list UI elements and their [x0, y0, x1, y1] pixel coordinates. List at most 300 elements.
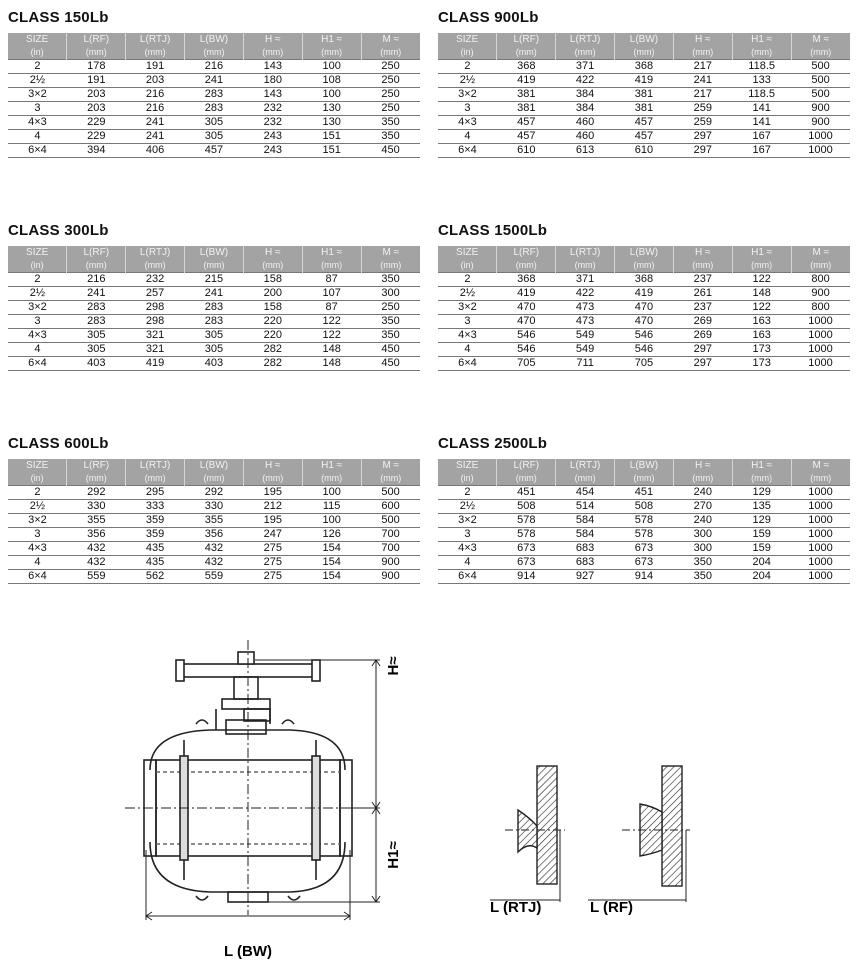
- column-header-label: L(RF): [83, 247, 110, 258]
- value-cell: 115: [302, 500, 361, 514]
- value-cell: 500: [791, 60, 850, 74]
- value-cell: 356: [67, 528, 126, 542]
- column-header: [8, 246, 67, 273]
- value-cell: 460: [556, 130, 615, 144]
- column-header: [243, 246, 302, 273]
- table-row: [438, 500, 850, 514]
- column-header-label: H ≈: [695, 247, 711, 258]
- column-header: [185, 33, 244, 60]
- value-cell: 191: [126, 60, 185, 74]
- column-header: [615, 246, 674, 273]
- table-row: [438, 357, 850, 371]
- size-cell: 3: [8, 315, 67, 329]
- size-cell: 4×3: [8, 329, 67, 343]
- table-row: [8, 542, 420, 556]
- size-cell: 2½: [438, 287, 497, 301]
- column-header-unit: (mm): [144, 473, 166, 483]
- value-cell: 457: [615, 130, 674, 144]
- table-row: [8, 88, 420, 102]
- value-cell: 473: [556, 301, 615, 315]
- value-cell: 457: [615, 116, 674, 130]
- value-cell: 216: [67, 273, 126, 287]
- column-header: [791, 459, 850, 486]
- value-cell: 350: [361, 315, 420, 329]
- value-cell: 243: [243, 130, 302, 144]
- column-header-label: H ≈: [265, 247, 281, 258]
- value-cell: 559: [67, 570, 126, 584]
- size-cell: 4: [8, 130, 67, 144]
- value-cell: 241: [673, 74, 732, 88]
- size-cell: 6×4: [8, 357, 67, 371]
- value-cell: 154: [302, 542, 361, 556]
- column-header-unit: (mm): [85, 47, 107, 57]
- size-cell: 3×2: [8, 514, 67, 528]
- center-lines: [125, 640, 375, 915]
- table-row: [438, 315, 850, 329]
- rtj-flange-detail: [490, 766, 565, 902]
- value-cell: 241: [67, 287, 126, 301]
- value-cell: 673: [497, 556, 556, 570]
- value-cell: 359: [126, 528, 185, 542]
- value-cell: 1000: [791, 556, 850, 570]
- column-header: [243, 459, 302, 486]
- column-header-unit: (mm): [262, 260, 284, 270]
- column-header-unit: (mm): [751, 473, 773, 483]
- column-header-label: L(BW): [629, 34, 659, 45]
- value-cell: 457: [497, 116, 556, 130]
- value-cell: 269: [673, 329, 732, 343]
- column-header-label: L(RTJ): [139, 34, 171, 45]
- value-cell: 195: [243, 486, 302, 500]
- value-cell: 473: [556, 315, 615, 329]
- column-header-unit: (mm): [751, 260, 773, 270]
- value-cell: 359: [126, 514, 185, 528]
- value-cell: 195: [243, 514, 302, 528]
- column-header-unit: (mm): [692, 47, 714, 57]
- value-cell: 203: [126, 74, 185, 88]
- value-cell: 1000: [791, 542, 850, 556]
- table-row: [8, 514, 420, 528]
- size-cell: 2: [8, 486, 67, 500]
- value-cell: 578: [497, 514, 556, 528]
- value-cell: 1000: [791, 343, 850, 357]
- value-cell: 350: [361, 116, 420, 130]
- value-cell: 1000: [791, 144, 850, 158]
- value-cell: 432: [185, 556, 244, 570]
- value-cell: 508: [497, 500, 556, 514]
- value-cell: 180: [243, 74, 302, 88]
- value-cell: 384: [556, 88, 615, 102]
- column-header-unit: (mm): [633, 47, 655, 57]
- value-cell: 87: [302, 301, 361, 315]
- value-cell: 300: [361, 287, 420, 301]
- column-header-unit: (in): [460, 473, 474, 483]
- value-cell: 470: [615, 315, 674, 329]
- value-cell: 133: [732, 74, 791, 88]
- value-cell: 610: [497, 144, 556, 158]
- column-header-label: M ≈: [812, 247, 830, 258]
- size-cell: 3×2: [438, 301, 497, 315]
- table-row: [8, 102, 420, 116]
- value-cell: 126: [302, 528, 361, 542]
- column-header: [673, 33, 732, 60]
- spec-table: [438, 246, 850, 371]
- value-cell: 321: [126, 329, 185, 343]
- value-cell: 321: [126, 343, 185, 357]
- value-cell: 269: [673, 315, 732, 329]
- size-cell: 6×4: [438, 570, 497, 584]
- value-cell: 130: [302, 116, 361, 130]
- value-cell: 283: [185, 88, 244, 102]
- value-cell: 368: [615, 60, 674, 74]
- spec-table: [8, 33, 420, 158]
- size-cell: 2: [8, 60, 67, 74]
- column-header-unit: (mm): [203, 473, 225, 483]
- value-cell: 432: [67, 556, 126, 570]
- value-cell: 297: [673, 357, 732, 371]
- value-cell: 191: [67, 74, 126, 88]
- column-header: [361, 246, 420, 273]
- spec-table: [438, 459, 850, 584]
- value-cell: 229: [67, 116, 126, 130]
- l-rf-label: L (RF): [590, 899, 634, 916]
- column-header-label: L(BW): [629, 247, 659, 258]
- value-cell: 368: [497, 273, 556, 287]
- value-cell: 381: [615, 88, 674, 102]
- column-header-label: L(RF): [83, 460, 110, 471]
- column-header-label: SIZE: [456, 34, 479, 45]
- size-cell: 6×4: [8, 144, 67, 158]
- column-header-label: SIZE: [456, 460, 479, 471]
- value-cell: 107: [302, 287, 361, 301]
- value-cell: 578: [615, 514, 674, 528]
- value-cell: 100: [302, 486, 361, 500]
- column-header: [497, 33, 556, 60]
- column-header-label: H1 ≈: [321, 34, 343, 45]
- column-header-label: M ≈: [812, 460, 830, 471]
- value-cell: 283: [185, 315, 244, 329]
- value-cell: 141: [732, 102, 791, 116]
- table-row: [438, 570, 850, 584]
- size-cell: 6×4: [438, 144, 497, 158]
- size-cell: 4: [438, 556, 497, 570]
- column-header-unit: (mm): [144, 47, 166, 57]
- column-header-label: L(RF): [83, 34, 110, 45]
- column-header-label: L(BW): [629, 460, 659, 471]
- column-header: [67, 459, 126, 486]
- value-cell: 1000: [791, 500, 850, 514]
- value-cell: 300: [673, 542, 732, 556]
- column-header: [361, 33, 420, 60]
- value-cell: 241: [185, 287, 244, 301]
- value-cell: 350: [361, 273, 420, 287]
- column-header-unit: (mm): [633, 473, 655, 483]
- column-header-label: L(RTJ): [569, 460, 601, 471]
- value-cell: 216: [126, 102, 185, 116]
- column-header-label: L(BW): [199, 460, 229, 471]
- table-row: [438, 528, 850, 542]
- value-cell: 613: [556, 144, 615, 158]
- value-cell: 419: [497, 74, 556, 88]
- table-row: [8, 116, 420, 130]
- column-header: [185, 459, 244, 486]
- column-header-unit: (mm): [515, 473, 537, 483]
- size-cell: 2½: [438, 74, 497, 88]
- column-header-unit: (in): [460, 260, 474, 270]
- column-header: [673, 459, 732, 486]
- value-cell: 451: [615, 486, 674, 500]
- value-cell: 250: [361, 88, 420, 102]
- value-cell: 204: [732, 556, 791, 570]
- value-cell: 100: [302, 514, 361, 528]
- value-cell: 282: [243, 357, 302, 371]
- value-cell: 217: [673, 88, 732, 102]
- value-cell: 1000: [791, 514, 850, 528]
- value-cell: 178: [67, 60, 126, 74]
- column-header-unit: (mm): [574, 47, 596, 57]
- header-row: [438, 246, 850, 273]
- value-cell: 711: [556, 357, 615, 371]
- size-cell: 4: [8, 343, 67, 357]
- column-header-label: H ≈: [695, 34, 711, 45]
- column-header-label: L(RTJ): [569, 247, 601, 258]
- value-cell: 163: [732, 315, 791, 329]
- column-header-label: L(RF): [513, 247, 540, 258]
- value-cell: 129: [732, 514, 791, 528]
- column-header: [732, 33, 791, 60]
- table-row: [8, 528, 420, 542]
- column-header-unit: (in): [30, 473, 44, 483]
- column-header-unit: (mm): [203, 47, 225, 57]
- size-cell: 6×4: [8, 570, 67, 584]
- value-cell: 167: [732, 144, 791, 158]
- value-cell: 250: [361, 60, 420, 74]
- column-header: [185, 246, 244, 273]
- value-cell: 559: [185, 570, 244, 584]
- value-cell: 241: [185, 74, 244, 88]
- value-cell: 470: [497, 315, 556, 329]
- table-row: [8, 287, 420, 301]
- value-cell: 381: [497, 102, 556, 116]
- value-cell: 350: [361, 329, 420, 343]
- value-cell: 927: [556, 570, 615, 584]
- value-cell: 330: [185, 500, 244, 514]
- value-cell: 1000: [791, 329, 850, 343]
- value-cell: 683: [556, 556, 615, 570]
- value-cell: 305: [185, 130, 244, 144]
- rf-flange-detail: [588, 766, 690, 902]
- value-cell: 403: [185, 357, 244, 371]
- table-block-class-300: [8, 222, 420, 371]
- value-cell: 549: [556, 329, 615, 343]
- value-cell: 683: [556, 542, 615, 556]
- size-cell: 4: [438, 130, 497, 144]
- value-cell: 514: [556, 500, 615, 514]
- size-cell: 4×3: [438, 329, 497, 343]
- value-cell: 259: [673, 102, 732, 116]
- column-header-label: M ≈: [382, 460, 400, 471]
- value-cell: 148: [302, 357, 361, 371]
- size-cell: 3: [8, 528, 67, 542]
- value-cell: 422: [556, 74, 615, 88]
- value-cell: 600: [361, 500, 420, 514]
- value-cell: 1000: [791, 357, 850, 371]
- table-title: CLASS 2500Lb: [438, 435, 548, 452]
- value-cell: 546: [615, 329, 674, 343]
- value-cell: 250: [361, 301, 420, 315]
- value-cell: 900: [791, 102, 850, 116]
- valve-drawing: [0, 620, 860, 978]
- table-row: [8, 74, 420, 88]
- value-cell: 368: [497, 60, 556, 74]
- value-cell: 435: [126, 556, 185, 570]
- table-row: [8, 329, 420, 343]
- size-cell: 4×3: [438, 542, 497, 556]
- size-cell: 4: [438, 343, 497, 357]
- value-cell: 282: [243, 343, 302, 357]
- value-cell: 259: [673, 116, 732, 130]
- column-header-unit: (mm): [380, 473, 402, 483]
- value-cell: 203: [67, 102, 126, 116]
- column-header-unit: (mm): [321, 47, 343, 57]
- value-cell: 148: [732, 287, 791, 301]
- table-title: CLASS 600Lb: [8, 435, 109, 452]
- column-header: [732, 246, 791, 273]
- column-header-label: L(RF): [513, 460, 540, 471]
- value-cell: 305: [67, 329, 126, 343]
- column-header-unit: (mm): [692, 473, 714, 483]
- table-block-class-600: [8, 435, 420, 584]
- column-header-label: H1 ≈: [321, 460, 343, 471]
- size-cell: 4: [8, 556, 67, 570]
- size-cell: 2: [438, 60, 497, 74]
- column-header-label: H ≈: [695, 460, 711, 471]
- value-cell: 87: [302, 273, 361, 287]
- value-cell: 705: [497, 357, 556, 371]
- size-cell: 4×3: [8, 116, 67, 130]
- value-cell: 118.5: [732, 60, 791, 74]
- column-header: [302, 33, 361, 60]
- header-row: [8, 459, 420, 486]
- column-header-label: L(RTJ): [569, 34, 601, 45]
- column-header: [438, 459, 497, 486]
- column-header-label: L(RF): [513, 34, 540, 45]
- value-cell: 330: [67, 500, 126, 514]
- table-row: [8, 130, 420, 144]
- table-row: [438, 542, 850, 556]
- value-cell: 350: [361, 130, 420, 144]
- value-cell: 159: [732, 542, 791, 556]
- column-header: [8, 33, 67, 60]
- value-cell: 151: [302, 144, 361, 158]
- column-header-label: H ≈: [265, 460, 281, 471]
- value-cell: 800: [791, 273, 850, 287]
- spec-table: [8, 459, 420, 584]
- value-cell: 200: [243, 287, 302, 301]
- value-cell: 216: [185, 60, 244, 74]
- h-dimension-label: H≈: [385, 656, 402, 676]
- value-cell: 350: [673, 570, 732, 584]
- value-cell: 261: [673, 287, 732, 301]
- value-cell: 232: [243, 116, 302, 130]
- value-cell: 1000: [791, 570, 850, 584]
- table-row: [8, 556, 420, 570]
- value-cell: 900: [361, 556, 420, 570]
- column-header-label: L(RTJ): [139, 460, 171, 471]
- table-row: [438, 514, 850, 528]
- column-header: [243, 33, 302, 60]
- column-header: [361, 459, 420, 486]
- size-cell: 3: [438, 528, 497, 542]
- value-cell: 384: [556, 102, 615, 116]
- table-row: [438, 301, 850, 315]
- value-cell: 250: [361, 102, 420, 116]
- value-cell: 275: [243, 542, 302, 556]
- table-row: [8, 343, 420, 357]
- column-header-unit: (mm): [321, 260, 343, 270]
- size-cell: 2: [8, 273, 67, 287]
- value-cell: 217: [673, 60, 732, 74]
- value-cell: 130: [302, 102, 361, 116]
- value-cell: 470: [615, 301, 674, 315]
- column-header: [556, 459, 615, 486]
- column-header-unit: (in): [460, 47, 474, 57]
- value-cell: 129: [732, 486, 791, 500]
- value-cell: 470: [497, 301, 556, 315]
- table-block-class-2500: [438, 435, 850, 584]
- table-row: [438, 144, 850, 158]
- column-header: [67, 246, 126, 273]
- value-cell: 229: [67, 130, 126, 144]
- value-cell: 381: [497, 88, 556, 102]
- size-cell: 6×4: [438, 357, 497, 371]
- column-header: [438, 246, 497, 273]
- value-cell: 220: [243, 315, 302, 329]
- h1-dimension-label: H1≈: [385, 841, 402, 869]
- column-header-unit: (mm): [144, 260, 166, 270]
- size-cell: 2½: [438, 500, 497, 514]
- value-cell: 204: [732, 570, 791, 584]
- value-cell: 355: [185, 514, 244, 528]
- value-cell: 143: [243, 60, 302, 74]
- value-cell: 283: [185, 102, 244, 116]
- value-cell: 914: [615, 570, 674, 584]
- value-cell: 673: [615, 542, 674, 556]
- table-row: [438, 102, 850, 116]
- value-cell: 305: [185, 329, 244, 343]
- value-cell: 500: [791, 88, 850, 102]
- value-cell: 457: [185, 144, 244, 158]
- column-header-unit: (mm): [380, 47, 402, 57]
- size-cell: 2: [438, 486, 497, 500]
- column-header-label: SIZE: [26, 34, 49, 45]
- table-title: CLASS 1500Lb: [438, 222, 548, 239]
- value-cell: 419: [615, 74, 674, 88]
- value-cell: 500: [791, 74, 850, 88]
- column-header-label: M ≈: [382, 34, 400, 45]
- value-cell: 257: [126, 287, 185, 301]
- value-cell: 173: [732, 343, 791, 357]
- value-cell: 283: [67, 315, 126, 329]
- value-cell: 232: [243, 102, 302, 116]
- value-cell: 546: [497, 329, 556, 343]
- table-row: [8, 144, 420, 158]
- value-cell: 148: [302, 343, 361, 357]
- column-header-unit: (mm): [262, 473, 284, 483]
- column-header: [8, 459, 67, 486]
- value-cell: 216: [126, 88, 185, 102]
- column-header-label: SIZE: [26, 247, 49, 258]
